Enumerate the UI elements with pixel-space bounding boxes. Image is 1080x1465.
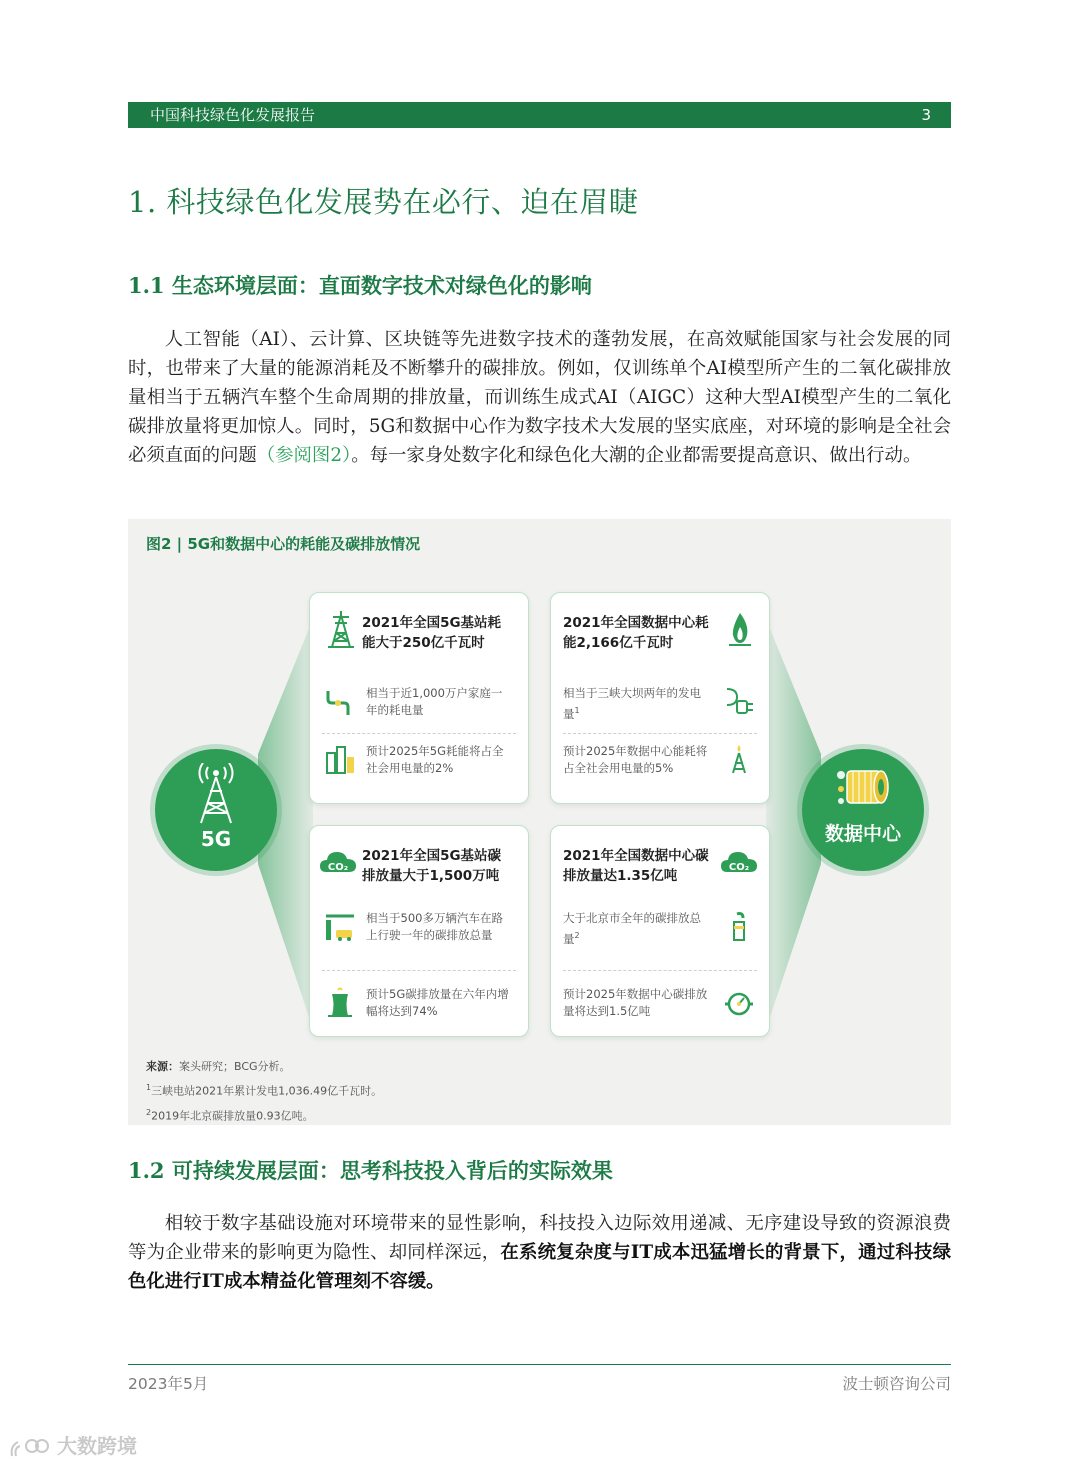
figure-reference-link[interactable]: （参阅图2）: [256, 445, 352, 466]
data-center-label: 数据中心: [824, 823, 901, 845]
page-number: 3: [921, 106, 931, 124]
card-5g-energy-row-2: 预计2025年5G耗能将占全社会用电量的2%: [322, 743, 516, 777]
city-buildings-icon: [324, 743, 356, 775]
header-band: [128, 102, 951, 128]
card-5g-carbon-heading: 2021年全国5G基站碳排放量大于1,500万吨: [362, 848, 502, 884]
figure-notes: [146, 1056, 382, 1126]
card-dc-energy-row-1: 相当于三峡大坝两年的发电量$^1$: [563, 685, 757, 719]
footer-divider: [128, 1364, 951, 1365]
card-dc-energy-heading: 2021年全国数据中心耗能2,166亿千瓦时: [563, 615, 709, 651]
power-tower-icon: [324, 609, 358, 649]
oil-rig-icon: [723, 743, 755, 775]
flame-icon: [723, 609, 757, 649]
card-dc-energy-row-2: 预计2025年数据中心能耗将占全社会用电量的5%: [563, 743, 757, 795]
card-5g-carbon: [309, 825, 529, 1037]
factory-chimney-icon: [723, 910, 755, 942]
watermark-logo: 大数跨境: [8, 1430, 137, 1460]
pressure-gauge-icon: [723, 986, 755, 1018]
divider: [322, 970, 516, 971]
card-dc-carbon-heading: 2021年全国数据中心碳排放量达1.35亿吨: [563, 848, 709, 884]
figure-title: 图2 | 5G和数据中心的耗能及碳排放情况: [146, 535, 421, 553]
card-dc-carbon-row-2: 预计2025年数据中心碳排放量将达到1.5亿吨: [563, 986, 757, 1020]
divider: [322, 733, 516, 734]
card-dc-carbon-row-1: 大于北京市全年的碳排放总量$^2$: [563, 910, 757, 944]
5g-label: 5G: [200, 827, 232, 851]
paragraph-1: 人工智能（AI）、云计算、区块链等先进数字技术的蓬勃发展，在高效赋能国家与社会发展的同时，也带来了大量的能源消耗及不断攀升的碳排放。例如，仅训练单个AI模型所产生的二氧化碳排放量相当于五辆汽车整个生命周期的排放量，而训练生成式AI（AIGC）这种大型AI模型产生的二氧化碳排放量将更加惊人。同时，5G和数据中心作为数字技术大发展的坚实底座，对环境的影响是全社会必须直面的问题（参阅图2）。每一家身处数字化和绿色化大潮的企业都需要提高意识、做出行动。: [128, 329, 951, 466]
emphasis-text: 在系统复杂度与IT成本迅猛增长的背景下，通过科技绿色化进行IT成本精益化管理刻不容缓。: [128, 1242, 951, 1292]
card-5g-energy-heading: 2021年全国5G基站耗能大于250亿千瓦时: [362, 615, 502, 651]
section-title: 1. 科技绿色化发展势在必行、迫在眉睫: [128, 185, 639, 219]
cooling-tower-icon: [324, 986, 356, 1018]
card-5g-energy: [309, 592, 529, 804]
subsection-title-1: 1.1 生态环境层面：直面数字技术对绿色化的影响: [128, 273, 592, 298]
divider: [563, 970, 757, 971]
plug-icon: [723, 685, 755, 717]
card-5g-carbon-row-2: 预计5G碳排放量在六年内增幅将达到74%: [322, 986, 516, 1020]
source-note: 来源：案头研究；BCG分析。: [146, 1060, 291, 1073]
co2-label: CO₂: [327, 862, 349, 873]
card-5g-energy-row-1: 相当于近1,000万户家庭一年的耗电量: [322, 685, 516, 719]
card-dc-carbon: [550, 825, 770, 1037]
card-5g-carbon-row-1: 相当于500多万辆汽车在路上行驶一年的碳排放总量: [322, 910, 516, 962]
co2-label: CO₂: [728, 862, 750, 873]
watermark-icon: [8, 1436, 50, 1460]
server-drum-icon: [835, 765, 891, 809]
cell-tower-icon: [191, 763, 241, 825]
5g-circle: [155, 749, 277, 871]
footer-date: 2023年5月: [128, 1375, 209, 1393]
gas-station-car-icon: [324, 910, 356, 942]
footnote-2: $^2$2019年北京碳排放量0.93亿吨。: [146, 1107, 314, 1123]
subsection-title-2: 1.2 可持续发展层面：思考科技投入背后的实际效果: [128, 1158, 613, 1183]
card-dc-energy: [550, 592, 770, 804]
divider: [563, 733, 757, 734]
footer-company: 波士顿咨询公司: [842, 1375, 951, 1393]
footnote-1: $^1$三峡电站2021年累计发电1,036.49亿千瓦时。: [146, 1083, 383, 1098]
pipe-faucet-icon: [324, 685, 356, 717]
figure-panel: [128, 519, 951, 1125]
report-title: 中国科技绿色化发展报告: [150, 106, 316, 124]
data-center-circle: [802, 749, 924, 871]
paragraph-2: 相较于数字基础设施对环境带来的显性影响，科技投入边际效用递减、无序建设导致的资源浪费等为企业带来的影响更为隐性、却同样深远，在系统复杂度与IT成本迅猛增长的背景下，通过科技绿色化进行IT成本精益化管理刻不容缓。: [128, 1213, 951, 1292]
